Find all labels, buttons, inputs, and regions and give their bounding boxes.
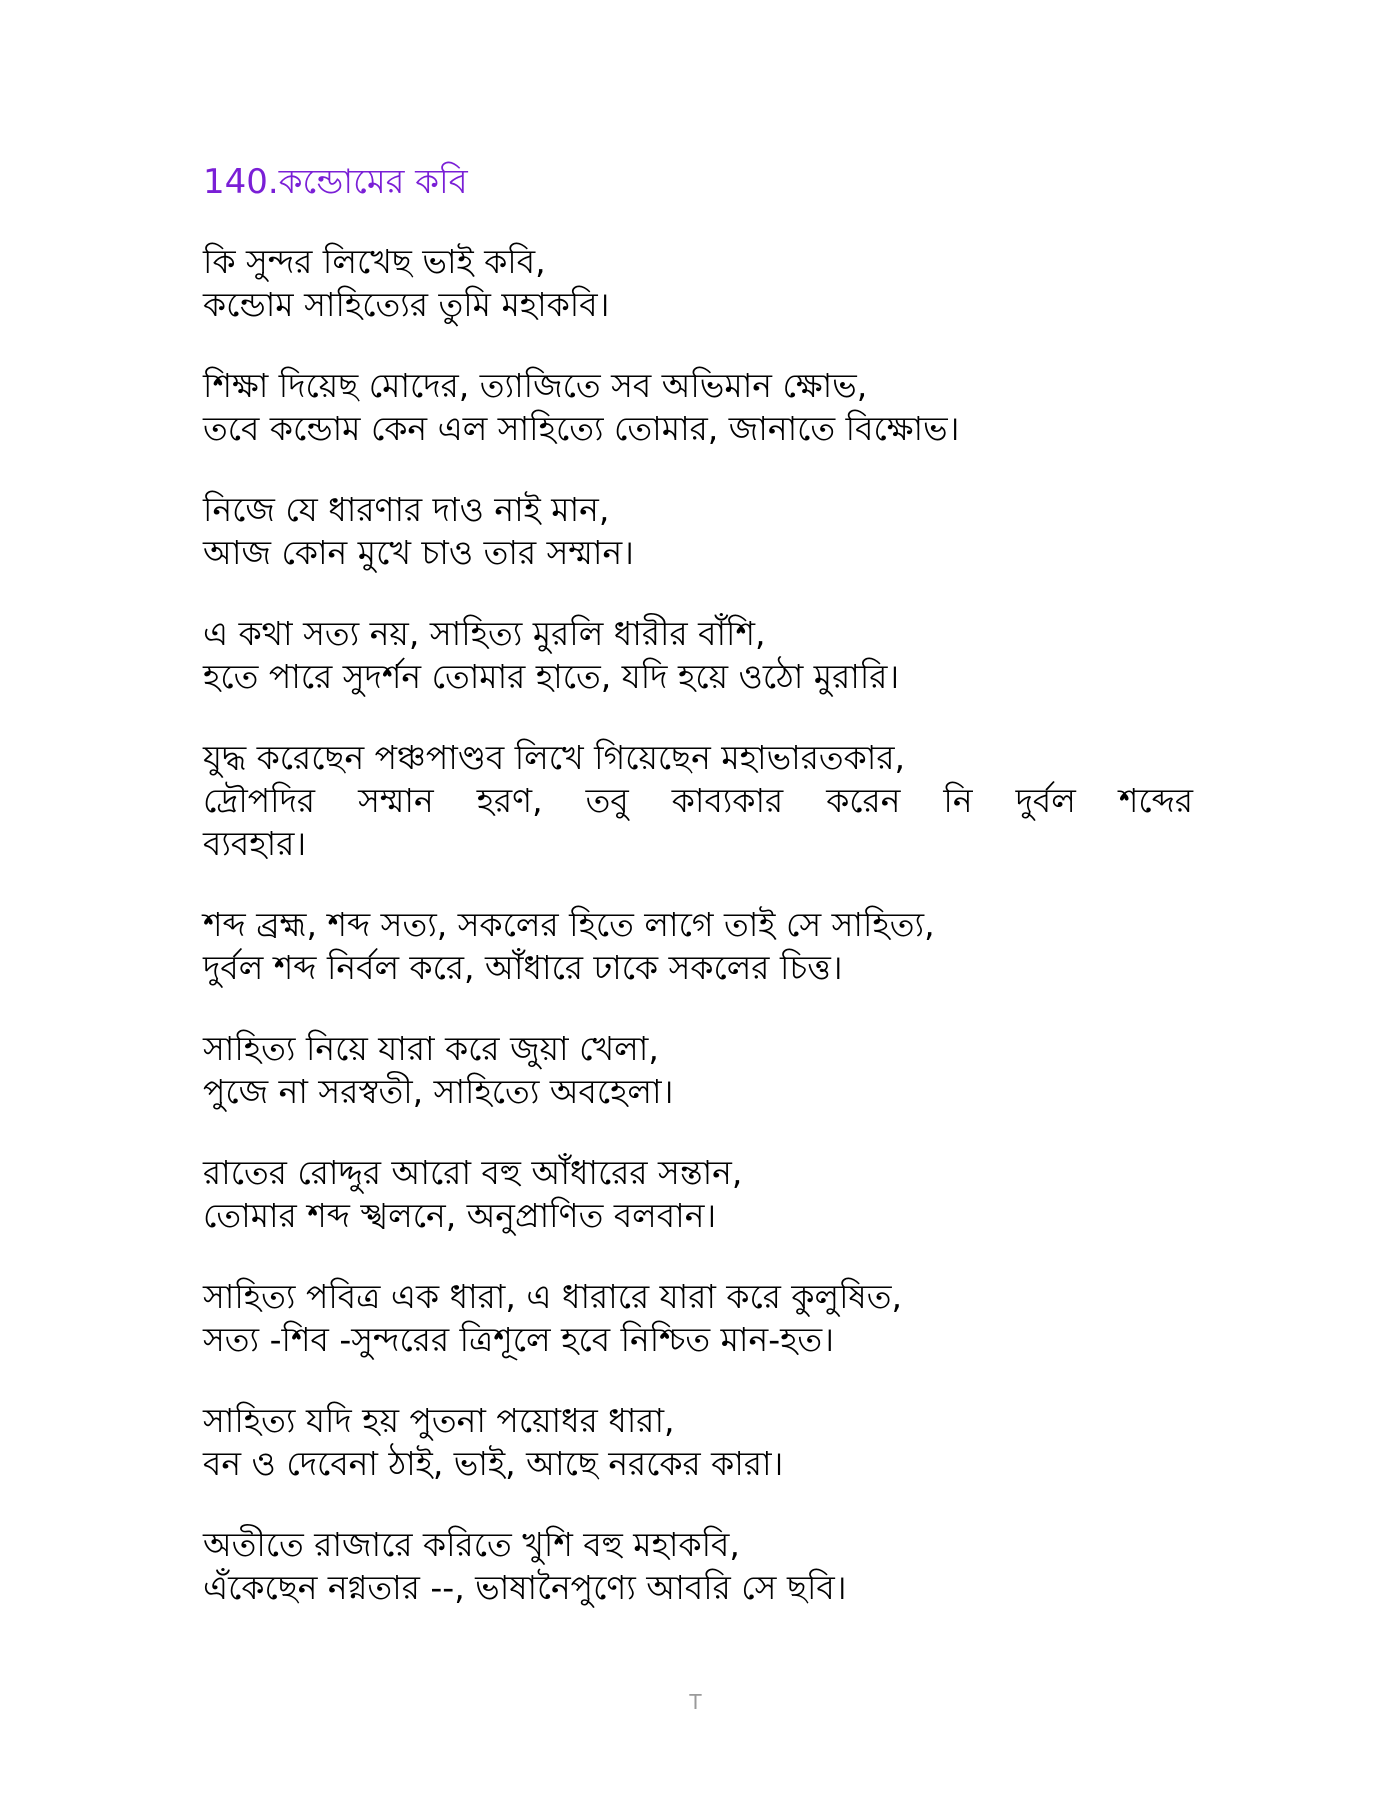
stanza-5 [203,736,1193,865]
poem-line: কি সুন্দর লিখেছ ভাই কবি, [203,242,546,281]
poem-line: দ্রৌপদির সম্মান হরণ, তবু কাব্যকার করেন নি দুর্বল শব্দের [203,781,1193,820]
poem-title: 140.কন্ডোমের কবি [203,162,468,202]
stanza-6 [203,903,1193,989]
poem-line: এঁকেছেন নগ্নতার --, ভাষানৈপুণ্যে আবরি সে ছবি। [203,1568,847,1607]
stanza-1 [203,240,1193,326]
poem-line: ব্যবহার। [203,824,307,863]
poem-line: কন্ডোম সাহিত্যের তুমি মহাকবি। [203,285,610,324]
stanza-3 [203,488,1193,574]
stanza-4 [203,612,1193,698]
poem-line: হতে পারে সুদর্শন তোমার হাতে, যদি হয়ে ওঠো মুরারি। [203,657,900,696]
stanza-11 [203,1523,1193,1609]
poem-line: আজ কোন মুখে চাও তার সম্মান। [203,533,634,572]
poem-line: দুর্বল শব্দ নির্বল করে, আঁধারে ঢাকে সকলের চিত্ত। [203,948,843,987]
poem-line: এ কথা সত্য নয়, সাহিত্য মুরলি ধারীর বাঁশি, [203,614,766,653]
stanza-7 [203,1027,1193,1113]
page-footer-mark: T [689,1690,702,1714]
poem-line: রাতের রোদ্দুর আরো বহু আঁধারের সন্তান, [203,1153,743,1192]
poem-line: অতীতে রাজারে করিতে খুশি বহু মহাকবি, [203,1525,740,1564]
poem-line: সাহিত্য নিয়ে যারা করে জুয়া খেলা, [203,1029,659,1068]
poem-line: তোমার শব্দ স্খলনে, অনুপ্রাণিত বলবান। [203,1196,717,1235]
poem-line: সত্য -শিব -সুন্দরের ত্রিশূলে হবে নিশ্চিত মান-হত। [203,1320,834,1359]
poem-line: বন ও দেবেনা ঠাই, ভাই, আছে নরকের কারা। [203,1444,784,1483]
poem-line: পুজে না সরস্বতী, সাহিত্যে অবহেলা। [203,1072,674,1111]
stanza-8 [203,1151,1193,1237]
poem-line: সাহিত্য পবিত্র এক ধারা, এ ধারারে যারা করে কুলুষিত, [203,1277,902,1316]
stanza-2 [203,364,1193,450]
stanza-10 [203,1399,1193,1485]
poem-line: তবে কন্ডোম কেন এল সাহিত্যে তোমার, জানাতে বিক্ষোভ। [203,409,960,448]
poem-line: নিজে যে ধারণার দাও নাই মান, [203,490,610,529]
poem-line: যুদ্ধ করেছেন পঞ্চপাণ্ডব লিখে গিয়েছেন মহাভারতকার, [203,738,905,777]
poem-line: শিক্ষা দিয়েছ মোদের, ত্যাজিতে সব অভিমান ক্ষোভ, [203,366,868,405]
poem-line: সাহিত্য যদি হয় পুতনা পয়োধর ধারা, [203,1401,675,1440]
stanza-9 [203,1275,1193,1361]
poem-line: শব্দ ব্রহ্ম, শব্দ সত্য, সকলের হিতে লাগে তাই সে সাহিত্য, [203,905,935,944]
document-page [203,158,1193,1647]
